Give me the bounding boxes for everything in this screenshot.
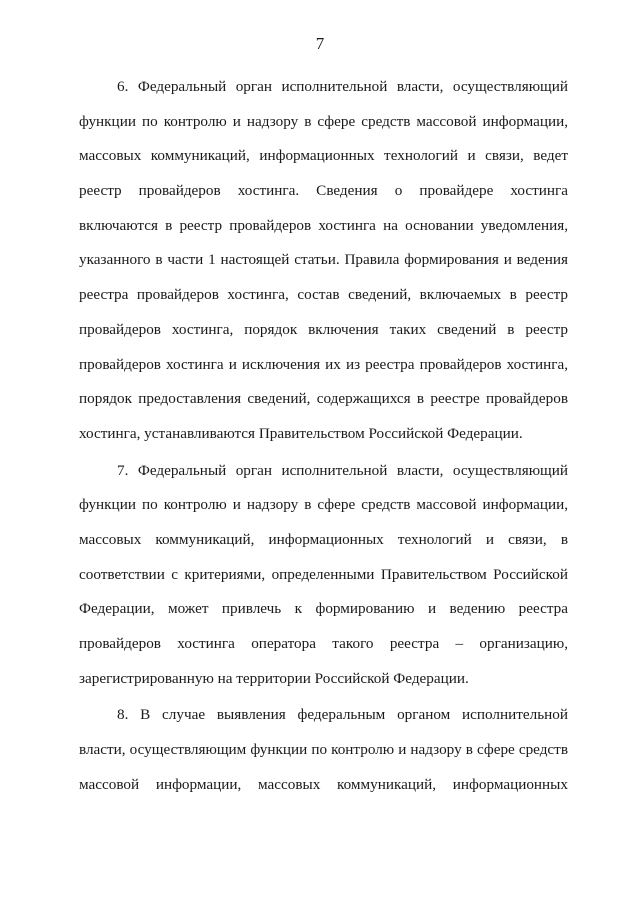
text-line: соответствии с критериями, определенными Правительством Российской	[79, 565, 568, 583]
text-line: реестр провайдеров хостинга. Сведения о провайдере хостинга	[79, 182, 568, 200]
text-line: указанного в части 1 настоящей статьи. Правила формирования и ведения	[79, 251, 568, 269]
paragraph-8	[79, 698, 568, 802]
text-line: зарегистрированную на территории Российской Федерации.	[79, 669, 469, 687]
text-line: власти, осуществляющим функции по контролю и надзору в сфере средств	[79, 741, 568, 759]
text-line: провайдеров хостинга оператора такого реестра – организацию,	[79, 635, 568, 652]
text-line: 6. Федеральный орган исполнительной власти, осуществляющий	[117, 78, 568, 95]
paragraph-6	[79, 70, 568, 452]
text-line: массовых коммуникаций, информационных технологий и связи, ведет	[79, 147, 568, 165]
text-line: порядок предоставления сведений, содержащихся в реестре провайдеров	[79, 390, 568, 408]
text-line: массовых коммуникаций, информационных технологий и связи, в	[79, 530, 568, 548]
paragraph-7	[79, 454, 568, 697]
text-line: провайдеров хостинга, порядок включения таких сведений в реестр	[79, 320, 568, 338]
text-line: функции по контролю и надзору в сфере средств массовой информации,	[79, 496, 568, 514]
text-line: реестра провайдеров хостинга, состав сведений, включаемых в реестр	[79, 286, 568, 304]
document-body	[79, 70, 568, 802]
text-line: 7. Федеральный орган исполнительной власти, осуществляющий	[117, 461, 568, 479]
text-line: провайдеров хостинга и исключения их из реестра провайдеров хостинга,	[79, 355, 568, 373]
text-line: функции по контролю и надзору в сфере средств массовой информации,	[79, 112, 568, 130]
text-line: хостинга, устанавливаются Правительством Российской Федерации.	[79, 424, 523, 442]
text-line: включаются в реестр провайдеров хостинга на основании уведомления,	[79, 216, 568, 234]
text-line: Федерации, может привлечь к формированию и ведению реестра	[79, 600, 568, 618]
text-line: 8. В случае выявления федеральным органом исполнительной	[117, 706, 568, 724]
text-line: массовой информации, массовых коммуникаций, информационных	[79, 775, 568, 793]
page-number: 7	[315, 34, 325, 53]
